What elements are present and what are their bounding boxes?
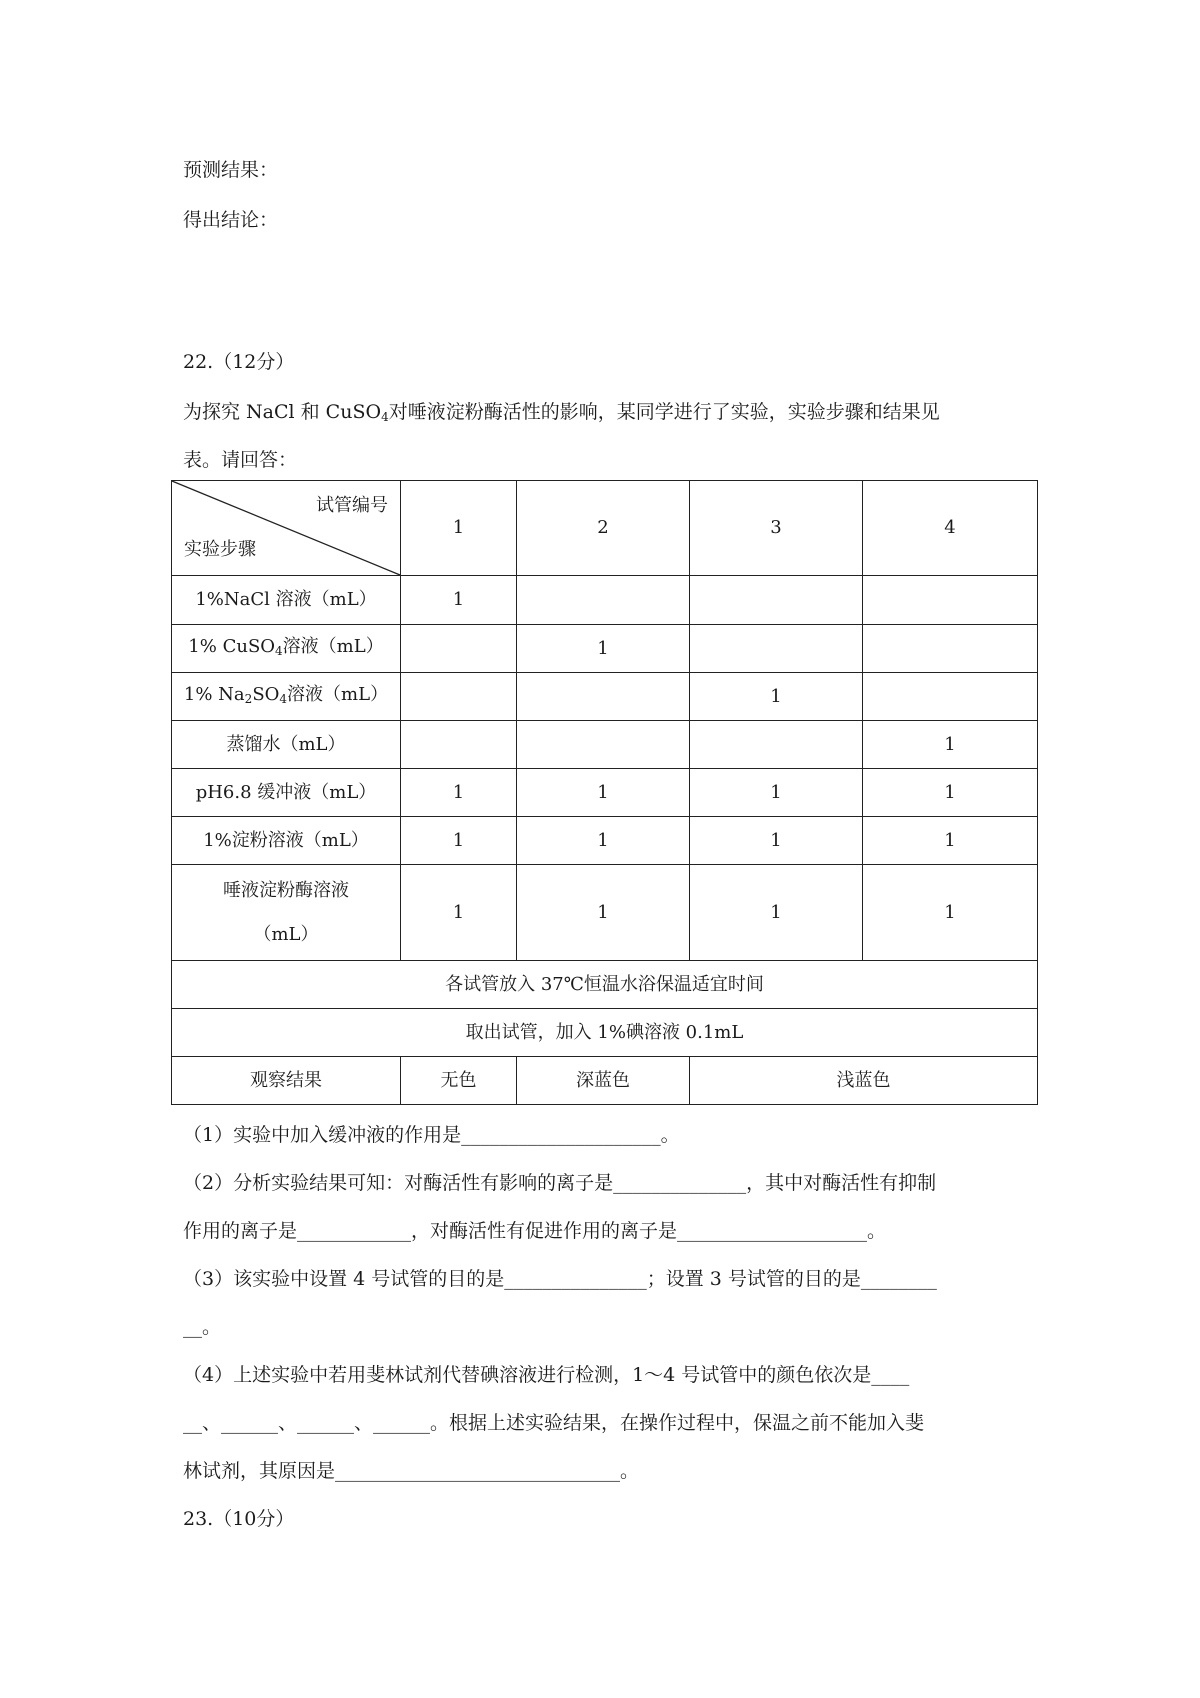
table-cell bbox=[401, 673, 517, 721]
table-cell: 1 bbox=[690, 865, 863, 961]
table-row-starch bbox=[172, 817, 1038, 865]
table-cell: 1 bbox=[690, 769, 863, 817]
table-cell: 1 bbox=[517, 865, 690, 961]
sub-question-3-cont: __。 bbox=[183, 1316, 222, 1338]
merged-step-iodine: 取出试管，加入 1%碘溶液 0.1mL bbox=[172, 1009, 1038, 1057]
observation-cell: 浅蓝色 bbox=[690, 1057, 1038, 1105]
observation-cell: 无色 bbox=[401, 1057, 517, 1105]
predict-result-label: 预测结果： bbox=[183, 159, 279, 181]
tube-number: 3 bbox=[690, 481, 863, 576]
experiment-table bbox=[171, 480, 1038, 1105]
table-row-enzyme bbox=[172, 865, 1038, 961]
question-22-heading: 22.（12分） bbox=[183, 351, 295, 373]
row-label: 1% CuSO$_4$溶液（mL） bbox=[172, 625, 401, 673]
table-cell: 1 bbox=[517, 625, 690, 673]
table-cell: 1 bbox=[863, 865, 1038, 961]
table-cell: 1 bbox=[863, 721, 1038, 769]
sub-question-1: （1）实验中加入缓冲液的作用是_____________________。 bbox=[183, 1124, 680, 1146]
sub-question-3: （3）该实验中设置 4 号试管的目的是_______________；设置 3 号试管的目的是________ bbox=[183, 1268, 937, 1290]
table-cell bbox=[517, 673, 690, 721]
header-experiment-step: 实验步骤 bbox=[184, 539, 256, 560]
table-row-water bbox=[172, 721, 1038, 769]
table-cell: 1 bbox=[401, 769, 517, 817]
table-header-row bbox=[172, 481, 1038, 576]
tube-number: 2 bbox=[517, 481, 690, 576]
sub-question-4-cont: __、______、______、______。根据上述实验结果，在操作过程中，保温之前不能加入斐 bbox=[183, 1412, 925, 1434]
table-cell bbox=[863, 673, 1038, 721]
conclusion-label: 得出结论： bbox=[183, 209, 279, 231]
table-cell: 1 bbox=[863, 769, 1038, 817]
sub-question-4-cont2: 林试剂，其原因是______________________________。 bbox=[183, 1460, 640, 1482]
table-row-iodine bbox=[172, 1009, 1038, 1057]
table-cell: 1 bbox=[401, 865, 517, 961]
merged-step-incubate: 各试管放入 37℃恒温水浴保温适宜时间 bbox=[172, 961, 1038, 1009]
diagonal-header-cell bbox=[172, 481, 401, 576]
table-cell bbox=[690, 625, 863, 673]
question-23-heading: 23.（10分） bbox=[183, 1508, 295, 1530]
question-22-intro: 为探究 NaCl 和 CuSO$_4$对唾液淀粉酶活性的影响，某同学进行了实验，实验步骤和结果见 bbox=[183, 401, 940, 424]
table-cell bbox=[690, 576, 863, 625]
row-label: 1%淀粉溶液（mL） bbox=[172, 817, 401, 865]
table-row-cuso4 bbox=[172, 625, 1038, 673]
table-cell bbox=[517, 721, 690, 769]
table-row-buffer bbox=[172, 769, 1038, 817]
row-label: 唾液淀粉酶溶液 （mL） bbox=[172, 865, 401, 961]
row-label: 蒸馏水（mL） bbox=[172, 721, 401, 769]
table-cell bbox=[401, 721, 517, 769]
question-22-intro-cont: 表。请回答： bbox=[183, 449, 298, 471]
table-cell bbox=[863, 576, 1038, 625]
sub-question-4: （4）上述实验中若用斐林试剂代替碘溶液进行检测，1～4 号试管中的颜色依次是____ bbox=[183, 1364, 910, 1386]
table-cell bbox=[690, 721, 863, 769]
observation-cell: 深蓝色 bbox=[517, 1057, 690, 1105]
row-label: 1%NaCl 溶液（mL） bbox=[172, 576, 401, 625]
row-label: 1% $Na_2SO_4$溶液（mL） bbox=[172, 673, 401, 721]
row-label: 观察结果 bbox=[172, 1057, 401, 1105]
sub-question-2: （2）分析实验结果可知：对酶活性有影响的离子是______________，其中对酶活性有抑制 bbox=[183, 1172, 937, 1194]
table-row-observation bbox=[172, 1057, 1038, 1105]
table-cell: 1 bbox=[517, 769, 690, 817]
table-cell: 1 bbox=[690, 817, 863, 865]
table-cell: 1 bbox=[517, 817, 690, 865]
table-cell bbox=[863, 625, 1038, 673]
tube-number: 4 bbox=[863, 481, 1038, 576]
sub-question-2-cont: 作用的离子是____________，对酶活性有促进作用的离子是____________________。 bbox=[183, 1220, 887, 1242]
table-cell: 1 bbox=[863, 817, 1038, 865]
table-cell: 1 bbox=[401, 817, 517, 865]
table-row-na2so4 bbox=[172, 673, 1038, 721]
table-cell bbox=[517, 576, 690, 625]
table-cell: 1 bbox=[401, 576, 517, 625]
header-tube-number: 试管编号 bbox=[316, 495, 388, 516]
table-row-incubate bbox=[172, 961, 1038, 1009]
tube-number: 1 bbox=[401, 481, 517, 576]
table-cell: 1 bbox=[690, 673, 863, 721]
table-row-nacl bbox=[172, 576, 1038, 625]
row-label: pH6.8 缓冲液（mL） bbox=[172, 769, 401, 817]
table-cell bbox=[401, 625, 517, 673]
